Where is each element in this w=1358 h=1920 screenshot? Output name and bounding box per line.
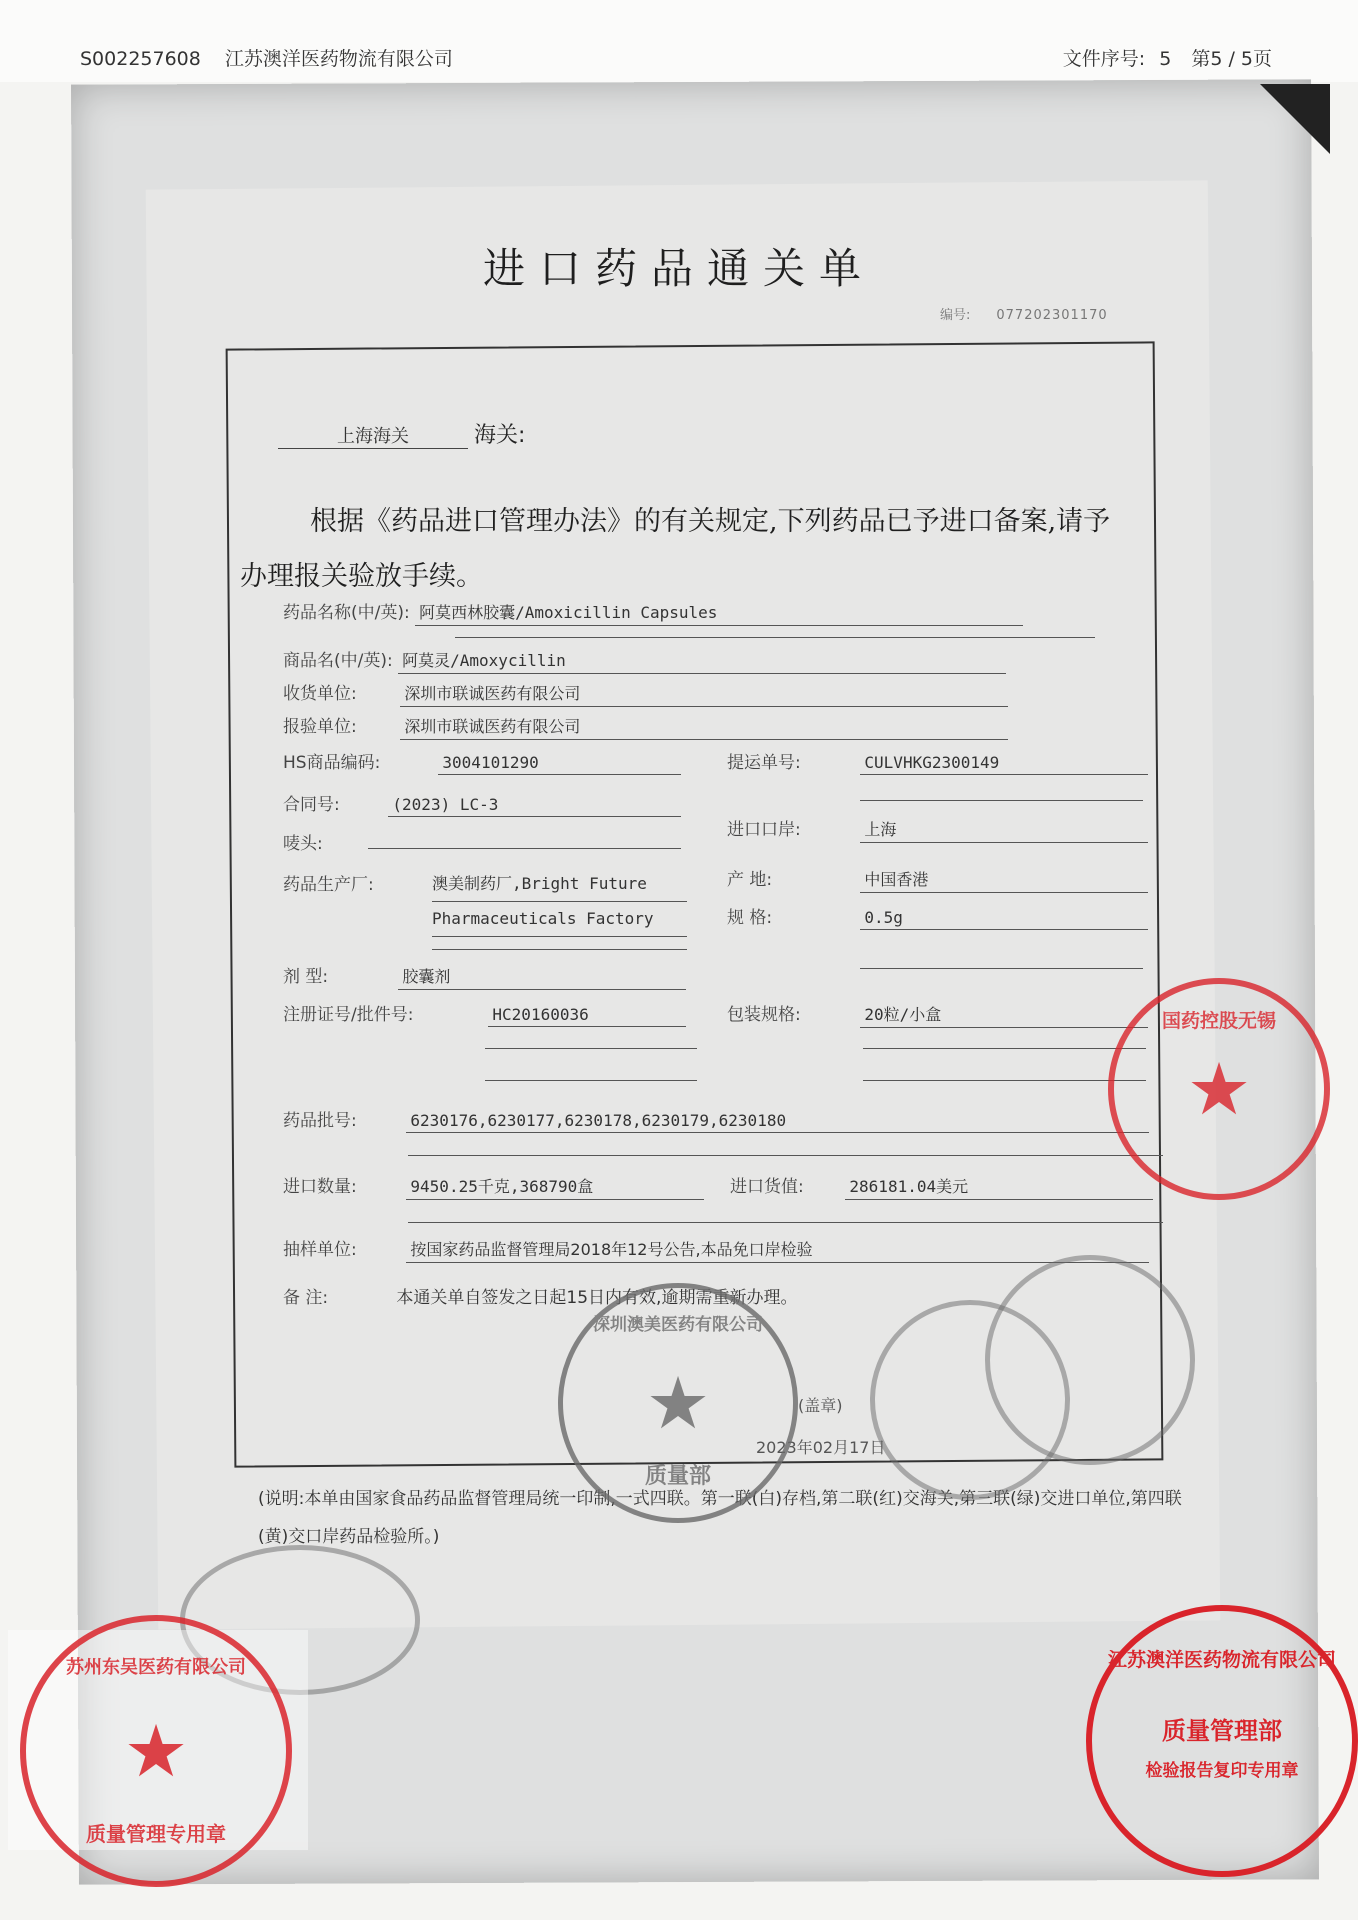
- seal-label: (盖章): [798, 1396, 843, 1415]
- field-sampling: 抽样单位: 按国家药品监督管理局2018年12号公告,本品免口岸检验: [283, 1235, 1149, 1263]
- file-seq: 5: [1159, 48, 1172, 70]
- field-contract: 合同号: (2023) LC-3: [283, 790, 681, 817]
- field-value: 进口货值: 286181.04美元: [730, 1172, 1153, 1200]
- rule: [863, 1048, 1146, 1049]
- rule: [860, 968, 1143, 969]
- field-origin: 产 地: 中国香港: [727, 865, 1148, 893]
- rule: [408, 1155, 1163, 1156]
- customs-value: 上海海关: [278, 422, 468, 449]
- rule: [408, 1222, 1163, 1223]
- folded-corner: [1260, 84, 1330, 154]
- stamp-gray-3: [985, 1255, 1195, 1465]
- stamp-aoyang: 江苏澳洋医药物流有限公司 质量管理部 检验报告复印专用章: [1086, 1605, 1358, 1877]
- header-right: [1049, 44, 1272, 71]
- field-port: 进口口岸: 上海: [727, 815, 1148, 843]
- field-manufacturer: [432, 867, 687, 950]
- file-seq-label: 文件序号:: [1062, 48, 1146, 70]
- company-name: 江苏澳洋医药物流有限公司: [224, 48, 453, 70]
- manufacturer-line-3: [432, 937, 687, 950]
- field-trade-name: 商品名(中/英): 阿莫灵/Amoxycillin: [283, 646, 1006, 674]
- rule: [455, 637, 1095, 638]
- star-icon: ★: [123, 1709, 189, 1793]
- page-indicator: 第5 / 5页: [1191, 48, 1272, 70]
- stamp-dongwu: ★ 苏州东吴医药有限公司 质量管理专用章: [20, 1615, 292, 1887]
- manufacturer-line-2: Pharmaceuticals Factory: [432, 902, 687, 937]
- customs-addressee: 上海海关 海关:: [278, 418, 525, 449]
- field-inspector: 报验单位: 深圳市联诚医药有限公司: [283, 712, 1008, 740]
- field-quantity: 进口数量: 9450.25千克,368790盒: [283, 1172, 704, 1200]
- stamp-guoyao: ★ 国药控股无锡: [1108, 978, 1330, 1200]
- rule: [860, 800, 1143, 801]
- intro-text: 根据《药品进口管理办法》的有关规定,下列药品已予进口备案,请予办理报关验放手续。: [240, 506, 1111, 592]
- field-dosage-form: 剂 型: 胶囊剂: [283, 962, 686, 990]
- document-header: [0, 0, 1358, 82]
- field-batch: 药品批号: 6230176,6230177,6230178,6230179,6230180: [283, 1106, 1149, 1133]
- star-icon: ★: [1186, 1047, 1252, 1131]
- field-hs-code: HS商品编码: 3004101290: [283, 748, 681, 775]
- field-package: 包装规格: 20粒/小盒: [727, 1000, 1148, 1028]
- field-bill: 提运单号: CULVHKG2300149: [727, 748, 1148, 775]
- field-spec: 规 格: 0.5g: [727, 903, 1148, 930]
- rule: [485, 1048, 697, 1049]
- serial-number: 编号: 077202301170: [940, 308, 1108, 323]
- field-drug-name: 药品名称(中/英): 阿莫西林胶囊/Amoxicillin Capsules: [283, 598, 1023, 626]
- field-consignee: 收货单位: 深圳市联诚医药有限公司: [283, 679, 1008, 707]
- issue-date: 2023年02月17日: [756, 1438, 886, 1457]
- stamp-aomei: ★ 深圳澳美医药有限公司 质量部: [558, 1283, 798, 1523]
- footnote: (说明:本单由国家食品药品监督管理局统一印制,一式四联。第一联(白)存档,第二联(红)交海关,第三联(绿)交进口单位,第四联(黄)交口岸药品检验所。): [258, 1489, 1182, 1547]
- header-left: [80, 44, 453, 71]
- manufacturer-line-1: 澳美制药厂,Bright Future: [432, 867, 687, 902]
- form-title: 进口药品通关单: [482, 244, 875, 293]
- star-icon: ★: [645, 1361, 711, 1445]
- doc-code: S002257608: [80, 48, 201, 70]
- field-remark: 备 注: 本通关单自签发之日起15日内有效,逾期需重新办理。: [283, 1288, 798, 1308]
- field-mark: 唛头:: [283, 828, 681, 854]
- field-manufacturer-label: 药品生产厂:: [283, 875, 374, 895]
- field-registration: 注册证号/批件号: HC20160036: [283, 1000, 686, 1027]
- rule: [485, 1080, 697, 1081]
- rule: [863, 1080, 1146, 1081]
